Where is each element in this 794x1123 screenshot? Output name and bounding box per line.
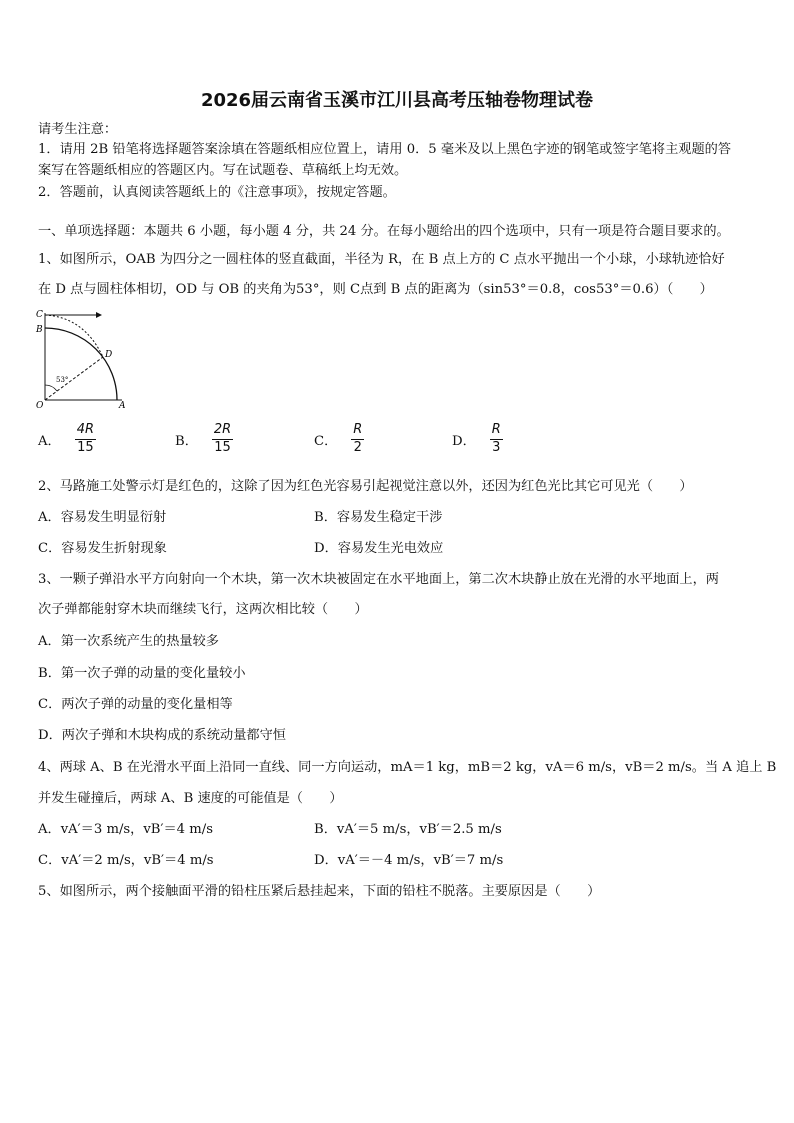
question-4-stem-line-1: 4、两球 A、B 在光滑水平面上沿同一直线、同一方向运动，mA＝1 kg，mB＝2 kg，vA＝6 m/s，vB＝2 m/s。当 A 追上 B	[38, 760, 777, 775]
question-1-option-c[interactable]	[314, 422, 364, 456]
fraction-numerator: R	[351, 422, 364, 440]
projectile-trajectory	[45, 315, 103, 357]
question-3-option-d[interactable]: D．两次子弹和木块构成的系统动量都守恒	[38, 728, 286, 743]
point-label-c: C	[36, 310, 43, 320]
question-1-stem-line-2: 在 D 点与圆柱体相切，OD 与 OB 的夹角为53°，则 C点到 B 点的距离为（sin53°＝0.8，cos53°＝0.6）（ ）	[38, 282, 713, 297]
option-label: C．	[314, 433, 338, 449]
notice-item-2: 2．答题前，认真阅读答题纸上的《注意事项》，按规定答题。	[38, 185, 396, 200]
fraction	[212, 422, 233, 456]
question-2-option-d[interactable]: D．容易发生光电效应	[314, 541, 444, 556]
angle-label: 53°	[56, 376, 69, 384]
point-label-b: B	[36, 325, 43, 335]
question-4-option-d[interactable]: D．vA′＝－4 m/s，vB′＝7 m/s	[314, 853, 504, 868]
question-3-stem-line-2: 次子弹都能射穿木块而继续飞行，这两次相比较（ ）	[38, 602, 368, 617]
radius-od-dashed	[45, 357, 103, 400]
fraction-numerator: 4R	[75, 422, 96, 440]
option-label: A．	[38, 433, 61, 449]
fraction	[351, 422, 364, 456]
fraction-denominator: 2	[353, 440, 362, 455]
question-1-option-d[interactable]	[452, 422, 503, 456]
fraction-denominator: 15	[77, 440, 94, 455]
option-label: B．	[175, 433, 198, 449]
point-label-a: A	[119, 401, 126, 410]
fraction	[75, 422, 96, 456]
question-3-option-a[interactable]: A．第一次系统产生的热量较多	[38, 634, 219, 649]
option-label: D．	[452, 433, 476, 449]
fraction-numerator: R	[490, 422, 503, 440]
question-4-stem-line-2: 并发生碰撞后，两球 A、B 速度的可能值是（ ）	[38, 791, 343, 806]
question-4-option-b[interactable]: B．vA′＝5 m/s，vB′＝2.5 m/s	[314, 822, 502, 837]
notice-item-1-line-2: 案写在答题纸相应的答题区内。写在试题卷、草稿纸上均无效。	[38, 163, 408, 178]
question-2-option-c[interactable]: C．容易发生折射现象	[38, 541, 167, 556]
point-label-o: O	[36, 401, 44, 410]
arrowhead-icon	[96, 312, 102, 318]
section-heading-single-choice: 一、单项选择题：本题共 6 小题，每小题 4 分，共 24 分。在每小题给出的四个选项中，只有一项是符合题目要求的。	[38, 224, 730, 239]
fraction	[490, 422, 503, 456]
notice-item-1-line-1: 1．请用 2B 铅笔将选择题答案涂填在答题纸相应位置上，请用 0．5 毫米及以上黑色字迹的钢笔或签字笔将主观题的答	[38, 142, 732, 157]
question-4-option-c[interactable]: C．vA′＝2 m/s，vB′＝4 m/s	[38, 853, 214, 868]
notice-heading: 请考生注意：	[38, 122, 118, 137]
exam-title: 2026届云南省玉溪市江川县高考压轴卷物理试卷	[200, 90, 594, 111]
question-3-option-b[interactable]: B．第一次子弹的动量的变化量较小	[38, 666, 246, 681]
quarter-cylinder-figure	[34, 305, 134, 410]
question-1-option-a[interactable]	[38, 422, 96, 456]
question-1-stem-line-1: 1、如图所示，OAB 为四分之一圆柱体的竖直截面，半径为 R，在 B 点上方的 C 点水平抛出一个小球，小球轨迹恰好	[38, 252, 725, 267]
angle-arc	[45, 385, 57, 391]
point-label-d: D	[105, 350, 113, 360]
fraction-numerator: 2R	[212, 422, 233, 440]
question-1-option-b[interactable]	[175, 422, 233, 456]
question-5-stem: 5、如图所示，两个接触面平滑的铅柱压紧后悬挂起来，下面的铅柱不脱落。主要原因是（ ）	[38, 884, 601, 899]
fraction-denominator: 3	[492, 440, 501, 455]
question-2-stem: 2、马路施工处警示灯是红色的，这除了因为红色光容易引起视觉注意以外，还因为红色光比其它可见光（ ）	[38, 479, 693, 494]
question-3-option-c[interactable]: C．两次子弹的动量的变化量相等	[38, 697, 233, 712]
question-3-stem-line-1: 3、一颗子弹沿水平方向射向一个木块，第一次木块被固定在水平地面上，第二次木块静止放在光滑的水平地面上，两	[38, 572, 719, 587]
question-2-option-a[interactable]: A．容易发生明显衍射	[38, 510, 167, 525]
question-2-option-b[interactable]: B．容易发生稳定干涉	[314, 510, 443, 525]
fraction-denominator: 15	[214, 440, 231, 455]
question-4-option-a[interactable]: A．vA′＝3 m/s，vB′＝4 m/s	[38, 822, 213, 837]
